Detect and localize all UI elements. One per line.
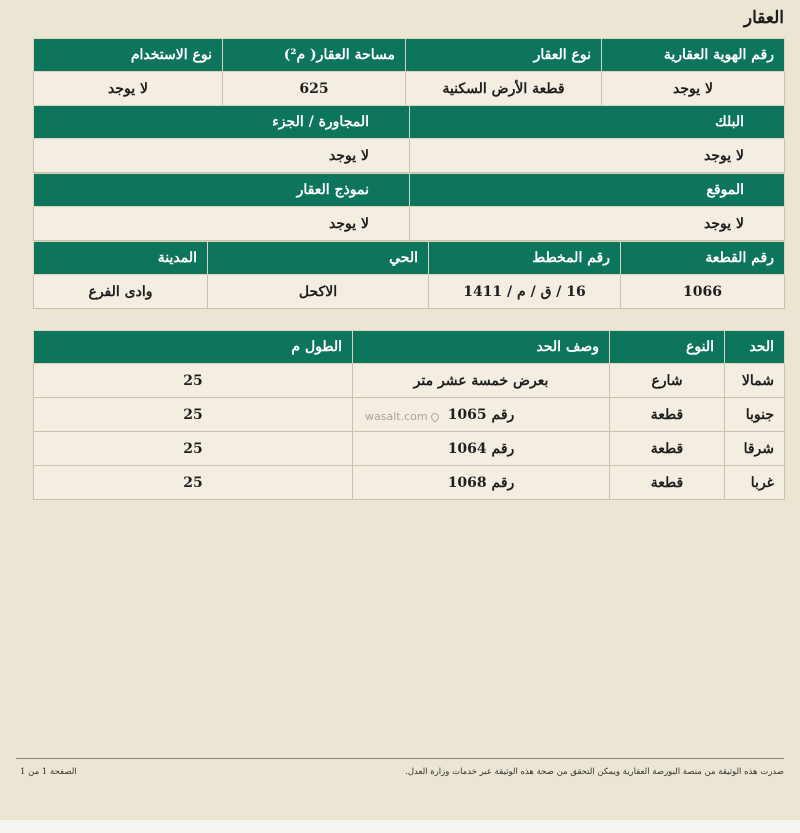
watermark — [365, 410, 439, 423]
boundary-type: قطعة — [610, 398, 725, 432]
boundary-description: رقم 1064 — [353, 432, 610, 466]
page-number: الصفحة 1 من 1 — [20, 767, 77, 777]
value-scheme-number: 16 / ق / م / 1411 — [429, 275, 621, 309]
boundary-length: 25 — [34, 364, 353, 398]
value-property-area: 625 — [223, 72, 406, 106]
table-row — [34, 432, 785, 466]
header-city: المدينة — [34, 242, 208, 275]
header-boundary: الحد — [725, 331, 785, 364]
boundary-description: رقم 1065 — [353, 398, 610, 432]
location-pin-icon — [429, 411, 440, 422]
boundary-length: 25 — [34, 466, 353, 500]
boundary-length: 25 — [34, 398, 353, 432]
value-neighborhood-part: لا يوجد — [34, 139, 410, 173]
boundary-description: رقم 1068 — [353, 466, 610, 500]
footer-note: صدرت هذه الوثيقة من منصة البورصة العقارية ويمكن التحقق من صحة هذه الوثيقة عبر خدمات وزارة العدل. — [405, 767, 784, 777]
header-usage-type: نوع الاستخدام — [34, 39, 223, 72]
header-block: البلك — [410, 106, 785, 139]
value-property-model: لا يوجد — [34, 207, 410, 241]
header-location: الموقع — [410, 174, 785, 207]
boundary-direction: غربا — [725, 466, 785, 500]
plot-table — [33, 241, 785, 309]
boundary-direction: شمالا — [725, 364, 785, 398]
bottom-strip — [0, 820, 800, 833]
block-table — [33, 105, 785, 173]
property-table — [33, 38, 785, 106]
boundary-description: بعرض خمسة عشر متر — [353, 364, 610, 398]
value-location: لا يوجد — [410, 207, 785, 241]
header-property-type: نوع العقار — [406, 39, 602, 72]
table-row — [34, 466, 785, 500]
boundary-length: 25 — [34, 432, 353, 466]
value-property-type: قطعة الأرض السكنية — [406, 72, 602, 106]
boundary-type: قطعة — [610, 432, 725, 466]
boundary-direction: جنوبا — [725, 398, 785, 432]
header-property-id: رقم الهوية العقارية — [602, 39, 785, 72]
boundary-type: شارع — [610, 364, 725, 398]
value-property-id: لا يوجد — [602, 72, 785, 106]
value-district: الاكحل — [208, 275, 429, 309]
header-district: الحي — [208, 242, 429, 275]
value-city: وادى الفرع — [34, 275, 208, 309]
location-table — [33, 173, 785, 241]
header-boundary-length: الطول م — [34, 331, 353, 364]
boundary-direction: شرقا — [725, 432, 785, 466]
header-property-model: نموذج العقار — [34, 174, 410, 207]
boundary-type: قطعة — [610, 466, 725, 500]
section-title: العقار — [743, 8, 784, 28]
header-neighborhood-part: المجاورة / الجزء — [34, 106, 410, 139]
header-scheme-number: رقم المخطط — [429, 242, 621, 275]
header-property-area: مساحة العقار( م²) — [223, 39, 406, 72]
value-plot-number: 1066 — [621, 275, 785, 309]
table-row — [34, 364, 785, 398]
watermark-text: wasalt.com — [365, 410, 428, 423]
header-plot-number: رقم القطعة — [621, 242, 785, 275]
header-boundary-description: وصف الحد — [353, 331, 610, 364]
footer-divider — [16, 758, 784, 759]
value-block: لا يوجد — [410, 139, 785, 173]
header-boundary-type: النوع — [610, 331, 725, 364]
value-usage-type: لا يوجد — [34, 72, 223, 106]
